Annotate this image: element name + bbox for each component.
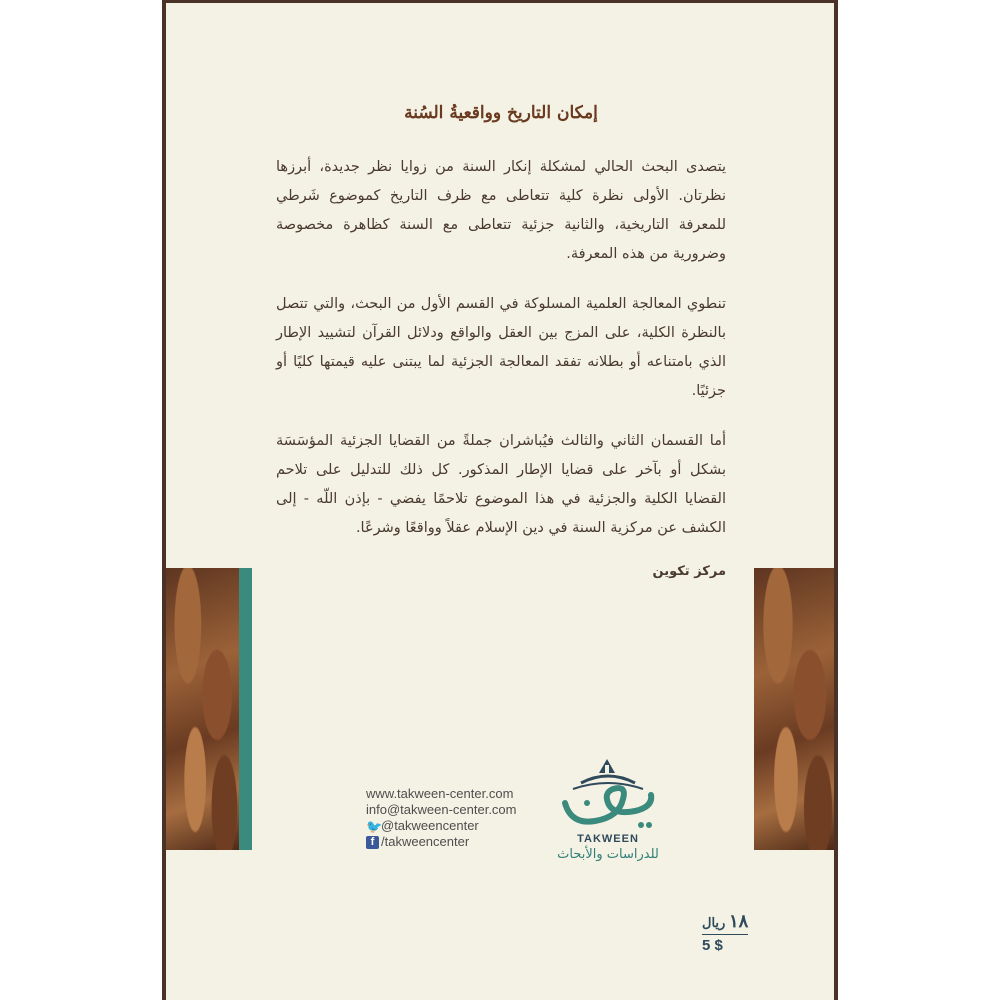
twitter-icon: 🐦 (366, 818, 383, 834)
email-row (366, 802, 517, 818)
logo-tagline-ar: للدراسات والأبحاث (557, 847, 659, 862)
blurb (276, 103, 726, 579)
price-sar-unit: ريال (702, 915, 726, 930)
book-back-cover (162, 0, 838, 1000)
price-sar (702, 911, 748, 932)
blurb-paragraph-1: يتصدى البحث الحالي لمشكلة إنكار السنة من زوايا نظر جديدة، أبرزها نظرتان. الأولى نظرة كلية تتعاطى مع ظرف التاريخ كموضوع شَرطي للمعرفة التاريخية، والثانية جزئية تتعاطى مع السنة كظاهرة مخصوصة وضرورية من هذه المعرفة. (276, 159, 726, 262)
twitter-row (366, 818, 517, 834)
facebook-icon: f (366, 836, 379, 849)
website-link[interactable]: www.takween-center.com (366, 786, 514, 801)
stone-texture-left (166, 568, 239, 850)
email-link[interactable]: info@takween-center.com (366, 802, 517, 817)
teal-strip (239, 568, 252, 850)
twitter-handle[interactable]: @takweencenter (381, 818, 479, 833)
logo-name-en: TAKWEEN (577, 833, 639, 845)
facebook-row (366, 834, 517, 850)
blurb-paragraph-3: أما القسمان الثاني والثالث فيُباشران جملةً من القضايا الجزئية المؤسَسَة بشكل أو بآخر على قضايا الإطار المذكور. كل ذلك للتدليل على تلاحم القضايا الكلية والجزئية في هذا الموضوع تلاحمًا يفضي - بإذن اللّه - إلى الكشف عن مركزية السنة في دين الإسلام عقلاً وواقعًا وشرعًا. (276, 433, 726, 536)
facebook-handle[interactable]: /takweencenter (381, 834, 470, 849)
blurb-paragraph-2: تنطوي المعالجة العلمية المسلوكة في القسم الأول من البحث، والتي تتصل بالنظرة الكلية، على المزج بين العقل والواقع ودلائل القرآن لتشييد الإطار الذي بامتناعه أو بطلانه تفقد المعالجة الجزئية لما يبتنى عليه قيمتها كليًا أو جزئيًا. (276, 296, 726, 399)
price-tag (702, 911, 748, 954)
stone-texture-right (754, 568, 834, 850)
takween-logo (538, 755, 678, 885)
price-sar-number: ١٨ (728, 911, 749, 931)
price-usd: 5 $ (702, 934, 748, 954)
blurb-title: إمكان التاريخ وواقعيةُ السُنة (404, 103, 598, 123)
contact-info (366, 786, 517, 850)
signature: مركز تكوين (652, 564, 726, 579)
website-row (366, 786, 517, 802)
takween-logo-mark (553, 755, 663, 837)
